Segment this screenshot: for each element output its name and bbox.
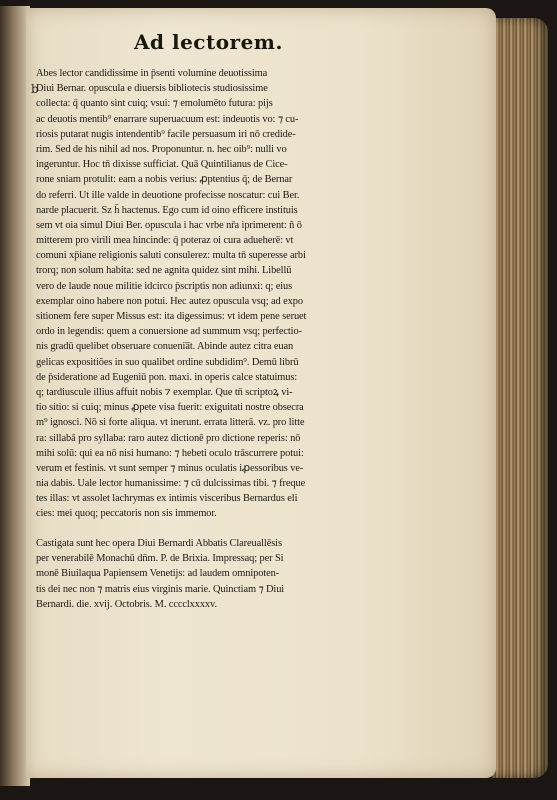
text-line: q; tardiuscule illius affuit nobis ⁊ exemplar. Que tn̄ scriptoꝝ vi-	[36, 386, 293, 398]
colophon-line: Castigata sunt hec opera Diui Bernardi Abbatis Clareuallēsis	[36, 538, 282, 549]
colophon-line: tis dei nec non ⁊ matris eius virginis marie. Quinctiam ⁊ Diui	[36, 583, 285, 595]
colophon	[36, 536, 464, 612]
text-line: m⁹ ignosci. Nō si forte aliqua. vt inerunt. errata litterā. vz. pro litte	[36, 417, 305, 429]
text-line: tes illas: vt assolet lachrymas ex intimis visceribus Bernardus eli	[36, 493, 298, 505]
text-line: narde placuerit. Sz h̄ hactenus. Ego cum id oino efficere instituis	[36, 204, 298, 216]
text-line: nis gradū quelibet obseruare conuenia̅t. Abinde autez citra euan	[36, 341, 294, 353]
text-line: mitterem pro virili mea hincinde: q̄ poteraz oi cura adueherē: vt	[36, 235, 294, 247]
page-heading: Ad lectorem.	[134, 30, 283, 54]
text-line: verum et festinis. vt sunt semper ⁊ minus oculatis iꝓessoribus ve-	[36, 462, 304, 474]
text-line: ac deuotis mentib⁹ enarrare superuacuum est: indeuotis vo: ⁊ cu-	[36, 113, 299, 125]
text-line: ordo in legendis: quem a conuersione ad summum vsq; perfectio-	[36, 326, 302, 338]
text-line: sem vt oia simul Diui Ber. opuscula i hac vrbe nr̄a iprimerent: ñ ō	[36, 219, 302, 231]
text-line: ra: sillabā pro syllaba: raro autez dictionē pro dictione reperis: nō	[36, 432, 301, 444]
text-line: riosis putarat nugis intendentib⁹ facile persuasum iri nō credide-	[36, 128, 296, 140]
colophon-line: monē Biuilaqua Papiensem Venetijs: ad laudem omnipoten-	[36, 568, 280, 580]
text-line: Abes lector candidissime in p̄senti volumine deuotissima	[36, 68, 268, 79]
text-line: do referri. Ut ille valde in deuotione profecisse noscatur: cui Ber.	[36, 189, 300, 201]
text-line: Diui Bernar. opuscula e diuersis bibliotecis studiosissime	[36, 83, 268, 95]
text-line: gelicas expositiões in suo qualibet ordine subdidim⁹. Demū librū	[36, 356, 299, 368]
text-line: sitionem fere super Missus est: ita digessimus: vt idem pene seruet	[36, 311, 307, 322]
colophon-line: per venerabilē Monachū dn̄m. P. de Brixia. Impressaq; per Si	[36, 553, 284, 565]
fore-edge-page-stack	[492, 18, 548, 778]
text-line: exemplar oino habere non potui. Hec autez opuscula vsq; ad expo	[36, 295, 303, 307]
text-line: vero de laude noue militie idcirco p̄scriptis non adiunxi: q; eius	[36, 280, 293, 292]
text-line: de p̄sideratione ad Eugeniū pon. maxi. in operis calce statuimus:	[36, 371, 298, 383]
text-line: nia dabis. Uale lector humanissime: ⁊ cū dulcissimas tibi. ⁊ freque	[36, 478, 306, 490]
text-line: comuni xp̄iane religionis saluti consulerez: multa tn̄ superesse arbi	[36, 250, 306, 262]
colophon-line: Bernardi. die. xvij. Octobris. M. cccclxxxxv.	[36, 598, 217, 610]
text-line: mihi solū: qui ea nō nisi humano: ⁊ hebeti oculo trāscurrere potui:	[36, 447, 304, 459]
margin-mark: b	[31, 82, 39, 96]
text-line: ingeruntur. Hoc tn̄ dixisse sufficiat. Quā Quintilianus de Cice-	[36, 159, 288, 171]
text-line: trorq; non solum habita: sed ne agnita quidez sint mihi. Libellū	[36, 265, 292, 277]
text-line: rim. Sed de his nihil ad nos. Proponuntur. n. hec oib⁹: nulli vo	[36, 143, 287, 155]
preface-paragraph	[36, 66, 464, 522]
text-line: rone sniam protulit: eam a nobis verius: ꝓptentius q̄; de Bernar	[36, 174, 293, 186]
text-line: cies: mei quoq; peccatoris non sis immemor.	[36, 508, 217, 520]
text-line: tio sitio: si cuiq; minus ꝓpete visa fuerit: exiguitati nostre obsecra	[36, 402, 304, 414]
text-line: collecta: q̄ quanto sint cuiq; vsui: ⁊ emolumēto futura: pijs	[36, 98, 273, 110]
